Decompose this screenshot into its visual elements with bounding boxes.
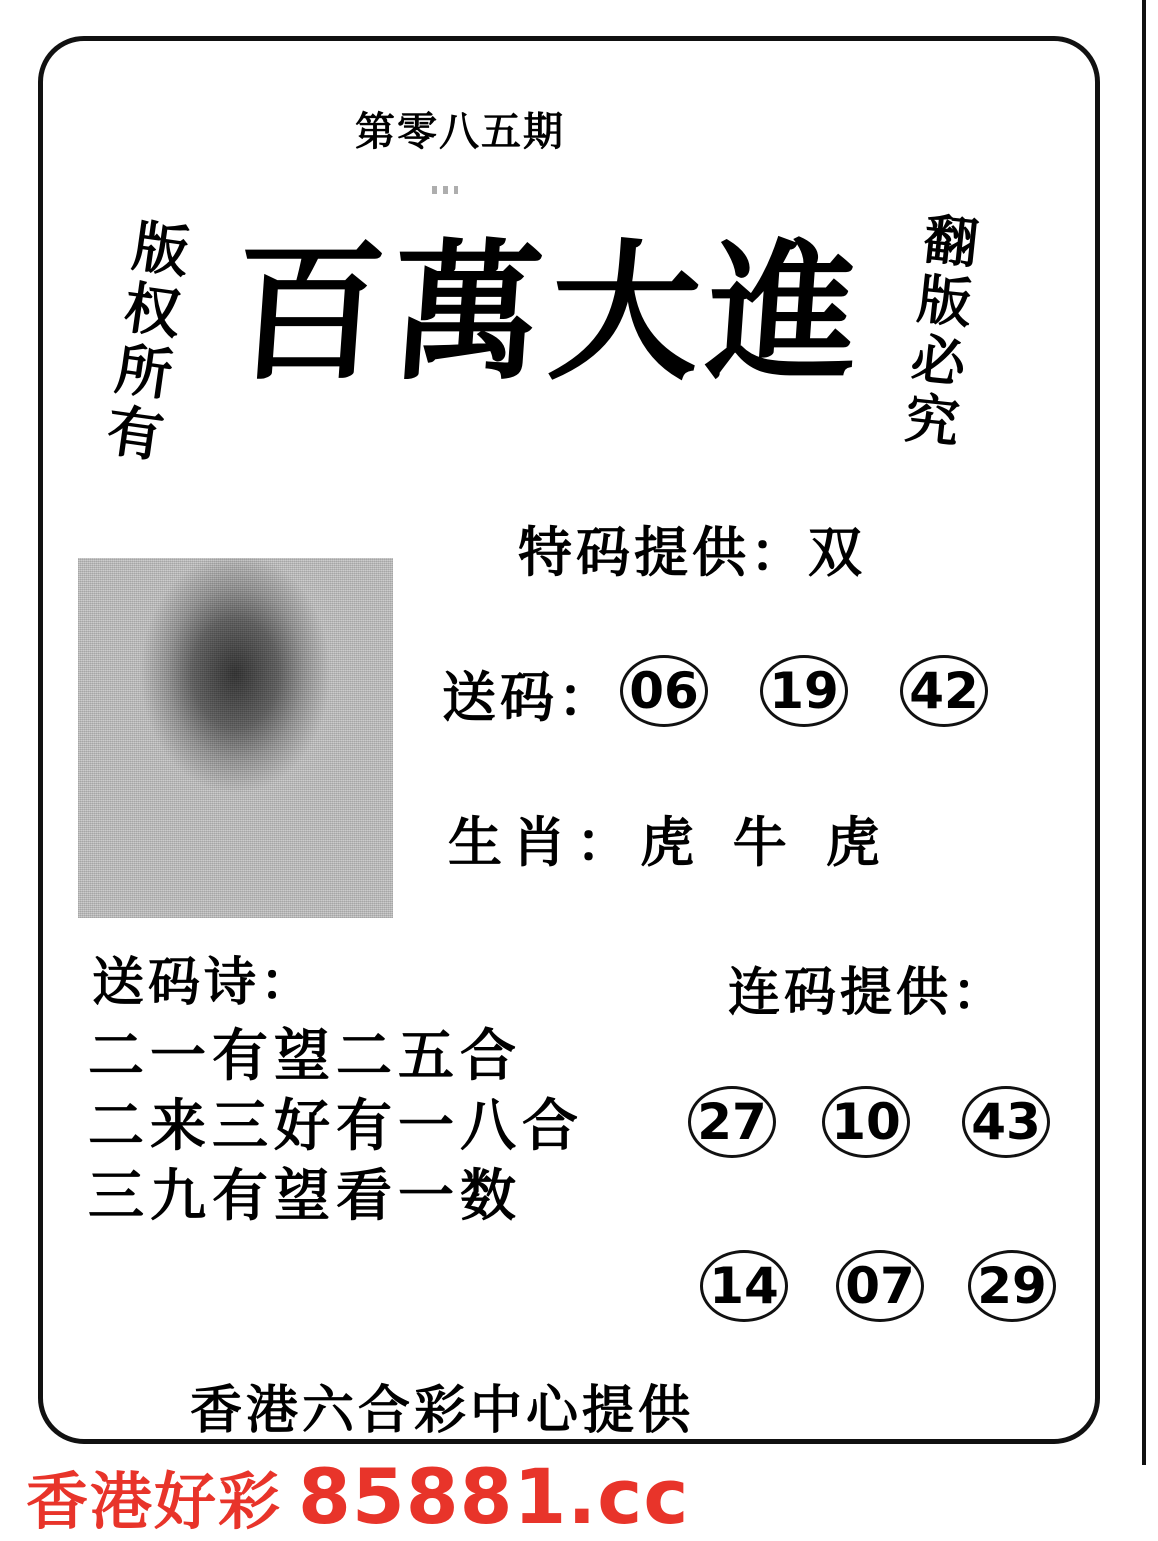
copyright-slogan-left: 版权所有 [94, 214, 194, 470]
poem-line: 二来三好有一八合 [88, 1093, 584, 1159]
poem-line: 三九有望看一数 [88, 1163, 522, 1229]
portrait-photo [78, 558, 393, 918]
watermark [26, 1452, 689, 1541]
send-number-ball: 19 [760, 655, 848, 727]
lian-number-ball: 43 [962, 1086, 1050, 1158]
lian-number-ball: 27 [688, 1086, 776, 1158]
zodiac-line: 生肖：虎 牛 虎 [448, 810, 890, 874]
special-code-line: 特码提供：双 [518, 520, 866, 584]
send-number-ball: 06 [620, 655, 708, 727]
lian-number-ball: 10 [822, 1086, 910, 1158]
lian-number-ball: 29 [968, 1250, 1056, 1322]
lian-number-ball: 14 [700, 1250, 788, 1322]
watermark-text: 香港好彩 [26, 1465, 283, 1538]
page-edge-rule [1142, 0, 1146, 1465]
issue-number: 第零八五期 [355, 109, 565, 155]
send-number-ball: 42 [900, 655, 988, 727]
poem-line: 二一有望二五合 [88, 1023, 522, 1089]
send-code-label: 送码： [442, 665, 616, 729]
scan-artifact [432, 186, 458, 194]
lian-number-ball: 07 [836, 1250, 924, 1322]
watermark-domain: 85881.cc [298, 1452, 690, 1541]
copyright-slogan-right: 翻版必究 [893, 209, 983, 455]
page-title: 百萬大進 [227, 225, 873, 401]
footer-source: 香港六合彩中心提供 [190, 1380, 695, 1441]
poem-title: 送码诗： [92, 952, 317, 1013]
lian-code-title: 连码提供： [728, 962, 1009, 1023]
